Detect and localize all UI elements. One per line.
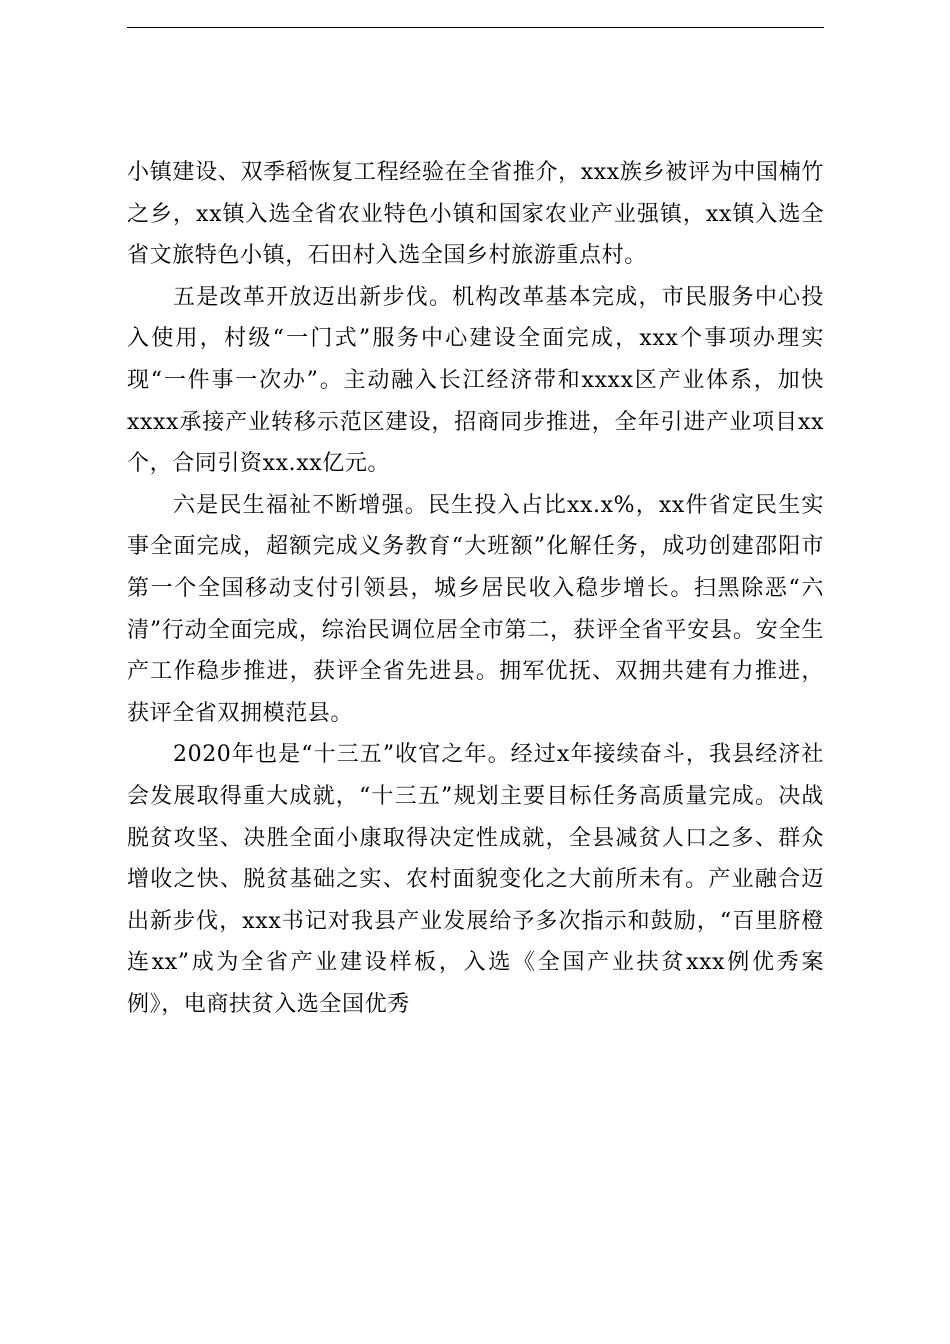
paragraph-reform-opening: 五是改革开放迈出新步伐。机构改革基本完成，市民服务中心投入使用，村级“一门式”服务中心建设全面完成，xxx个事项办理实现“一件事一次办”。主动融入长江经济带和xxxx区产业体系，加快xxxx承接产业转移示范区建设，招商同步推进，全年引进产业项目xx个，合同引资xx.xx亿元。 <box>127 284 824 477</box>
header-rule <box>127 27 824 28</box>
paragraph-livelihood: 六是民生福祉不断增强。民生投入占比xx.x%，xx件省定民生实事全面完成，超额完成义务教育“大班额”化解任务，成功创建邵阳市第一个全国移动支付引领县，城乡居民收入稳步增长。扫黑除恶“六清”行动全面完成，综治民调位居全市第二，获评全省平安县。安全生产工作稳步推进，获评全省先进县。拥军优抚、双拥共建有力推进，获评全省双拥模范县。 <box>127 492 824 726</box>
paragraph-continuation: 小镇建设、双季稻恢复工程经验在全省推介，xxx族乡被评为中国楠竹之乡，xx镇入选全省农业特色小镇和国家农业产业强镇，xx镇入选全省文旅特色小镇，石田村入选全国乡村旅游重点村。 <box>127 160 824 269</box>
document-body <box>127 152 824 1025</box>
paragraph-2020-summary: 2020年也是“十三五”收官之年。经过x年接续奋斗，我县经济社会发展取得重大成就，“十三五”规划主要目标任务高质量完成。决战脱贫攻坚、决胜全面小康取得决定性成就，全县减贫人口之多、群众增收之快、脱贫基础之实、农村面貌变化之大前所未有。产业融合迈出新步伐，xxx书记对我县产业发展给予多次指示和鼓励，“百里脐橙连xx”成为全省产业建设样板，入选《全国产业扶贫xxx例优秀案例》，电商扶贫入选全国优秀 <box>127 742 824 1017</box>
